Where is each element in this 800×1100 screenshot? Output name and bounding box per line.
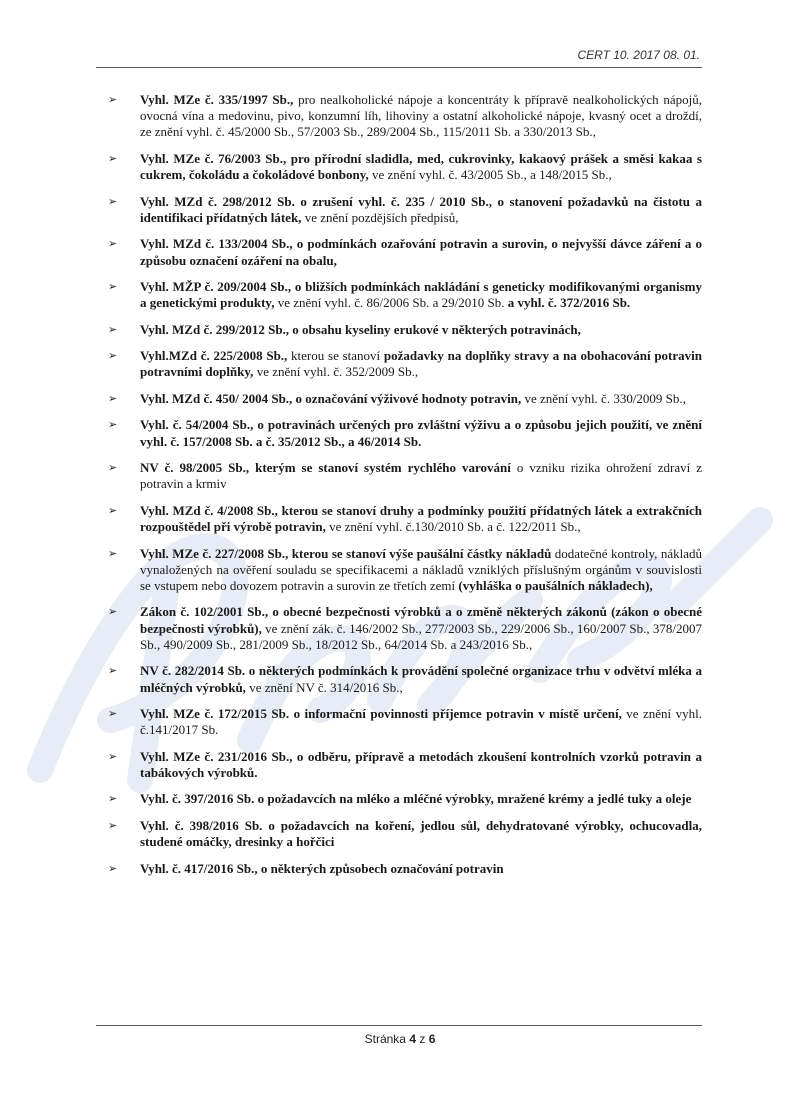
list-item-text xyxy=(140,706,702,738)
regulation-title: Vyhl. č. 417/2016 Sb., o některých způsobech označování potravin xyxy=(140,860,504,876)
regulation-note: ve znění vyhl. č.141/2017 Sb. xyxy=(140,706,702,738)
header-cert-reference: CERT 10. 2017 08. 01. xyxy=(577,48,700,62)
regulation-title: Vyhl. č. 398/2016 Sb. o požadavcích na koření, jedlou sůl, dehydratované výrobky, ochucovadla, studené omáčky, dresinky a hořčici xyxy=(140,817,702,850)
list-item-text xyxy=(140,503,702,535)
regulation-title: NV č. 98/2005 Sb., kterým se stanoví systém rychlého varování xyxy=(140,460,511,476)
list-item-text xyxy=(140,818,702,850)
list-item xyxy=(108,279,702,311)
regulation-note: ve znění vyhl. č. 330/2009 Sb., xyxy=(521,390,686,406)
list-item-text xyxy=(140,749,702,781)
arrow-bullet-icon: ➢ xyxy=(108,861,118,875)
list-item xyxy=(108,151,702,183)
regulation-note: ve znění NV č. 314/2016 Sb., xyxy=(245,679,403,695)
header-divider xyxy=(96,67,702,68)
list-item xyxy=(108,749,702,781)
regulation-title: Vyhl. MZe č. 172/2015 Sb. o informační povinnosti příjemce potravin v místě určení, xyxy=(140,706,622,722)
regulation-title: Vyhl.MZd č. 225/2008 Sb., xyxy=(140,348,288,364)
regulation-title: Vyhl. MZe č. 231/2016 Sb., o odběru, přípravě a metodách zkoušení kontrolních vzorků potravin a tabákových výrobků. xyxy=(140,748,702,780)
list-item xyxy=(108,236,702,268)
total-pages: 6 xyxy=(428,1032,436,1046)
list-item xyxy=(108,503,702,535)
arrow-bullet-icon: ➢ xyxy=(108,237,118,251)
list-item xyxy=(108,322,702,338)
list-item-text xyxy=(140,322,702,338)
arrow-bullet-icon: ➢ xyxy=(108,391,118,405)
arrow-bullet-icon: ➢ xyxy=(108,418,118,432)
list-item xyxy=(108,791,702,807)
regulation-title: Vyhl. č. 397/2016 Sb. o požadavcích na mléko a mléčné výrobky, mražené krémy a jedlé tuky a oleje xyxy=(140,791,692,807)
regulation-title: Vyhl. MZd č. 450/ 2004 Sb., o označování výživové hodnoty potravin, xyxy=(140,390,522,406)
regulation-title: NV č. 282/2014 Sb. o některých podmínkách k provádění společné organizace trhu v odvětví mléka a mléčných výrobků, xyxy=(140,663,702,695)
regulation-note: ve znění vyhl. č. 43/2005 Sb., a 148/2015 Sb., xyxy=(368,167,612,183)
regulation-note: ve znění pozdějších předpisů, xyxy=(301,209,459,225)
regulation-title: Vyhl. MZe č. 227/2008 Sb., kterou se stanoví výše paušální částky nákladů xyxy=(140,545,552,561)
regulation-title: Vyhl. MZe č. 335/1997 Sb., xyxy=(140,92,294,107)
regulation-note: pro nealkoholické nápoje a koncentráty k přípravě nealkoholických nápojů, ovocná vína a medovinu, pivo, konzumní líh, lihoviny a ostatní alkoholické nápoje, kvasný ocet a droždí, ze znění vyhl. č. 45/2000 Sb., 57/2003 Sb., 289/2004 Sb., 115/2011 Sb. a 330/2013 Sb., xyxy=(140,92,703,140)
regulation-list xyxy=(108,92,702,887)
regulation-note: kterou se stanoví xyxy=(287,348,384,364)
list-item-text xyxy=(140,151,702,183)
regulation-title: (vyhláška o paušálních nákladech), xyxy=(458,577,653,593)
regulation-title: Vyhl. č. 54/2004 Sb., o potravinách určených pro zvláštní výživu a o způsobu jejich použití, ve znění vyhl. č. 157/2008 Sb. a č. 35/2012 Sb., a 46/2014 Sb. xyxy=(140,417,702,449)
list-item-text xyxy=(140,861,702,877)
regulation-title: Vyhl. MZd č. 299/2012 Sb., o obsahu kyseliny erukové v některých potravinách, xyxy=(140,321,581,337)
regulation-title: Vyhl. MZd č. 298/2012 Sb. o zrušení vyhl. č. 235 / 2010 Sb., o stanovení požadavků na čistotu a identifikaci přídatných látek, xyxy=(140,193,702,225)
arrow-bullet-icon: ➢ xyxy=(108,280,118,294)
list-item xyxy=(108,417,702,449)
list-item-text xyxy=(140,460,702,492)
list-item xyxy=(108,706,702,738)
list-item xyxy=(108,818,702,850)
arrow-bullet-icon: ➢ xyxy=(108,322,118,336)
regulation-title: Vyhl. MZd č. 4/2008 Sb., kterou se stanoví druhy a podmínky použití přídatných látek a extrakčních rozpouštědel při výrobě potravin, xyxy=(140,502,702,535)
list-item-text xyxy=(140,348,702,380)
list-item xyxy=(108,546,702,595)
list-item xyxy=(108,348,702,380)
arrow-bullet-icon: ➢ xyxy=(108,349,118,363)
arrow-bullet-icon: ➢ xyxy=(108,664,118,678)
page-number xyxy=(0,1032,800,1046)
list-item-text xyxy=(140,417,702,449)
list-item xyxy=(108,604,702,653)
regulation-note: dodatečné kontroly, nákladů vynaložených na ověření souladu se specifikacemi a nákladů vzniklých příslušným orgánům v souvislosti se vstupem nebo dovozem potravin a surovin ze třetích zemí xyxy=(140,545,702,593)
footer-divider xyxy=(96,1025,702,1026)
list-item xyxy=(108,460,702,492)
arrow-bullet-icon: ➢ xyxy=(108,792,118,806)
regulation-note: ve znění vyhl. č. 352/2009 Sb., xyxy=(253,364,419,380)
page-of: z xyxy=(419,1032,426,1046)
arrow-bullet-icon: ➢ xyxy=(108,151,118,165)
arrow-bullet-icon: ➢ xyxy=(108,546,118,560)
list-item xyxy=(108,861,702,877)
current-page: 4 xyxy=(409,1032,416,1046)
list-item-text xyxy=(140,604,702,653)
list-item xyxy=(108,194,702,226)
regulation-title: Zákon č. 102/2001 Sb., o obecné bezpečnosti výrobků a o změně některých zákonů (zákon o obecné bezpečnosti výrobků), xyxy=(140,604,702,636)
regulation-title: a vyhl. č. 372/2016 Sb. xyxy=(507,295,631,311)
list-item-text xyxy=(140,236,702,268)
arrow-bullet-icon: ➢ xyxy=(108,461,118,475)
list-item xyxy=(108,663,702,695)
regulation-title: Vyhl. MZe č. 76/2003 Sb., pro přírodní sladidla, med, cukrovinky, kakaový prášek a směsi kakaa s cukrem, čokoládu a čokoládové bonbony, xyxy=(140,150,702,183)
list-item-text xyxy=(140,391,702,407)
list-item-text xyxy=(140,791,702,807)
list-item xyxy=(108,391,702,407)
arrow-bullet-icon: ➢ xyxy=(108,818,118,832)
page-label: Stránka xyxy=(364,1032,406,1046)
regulation-note: ve znění vyhl. č. 86/2006 Sb. a 29/2010 Sb. xyxy=(274,295,508,311)
list-item-text xyxy=(140,663,702,695)
regulation-title: požadavky na doplňky stravy a na obohacování potravin potravními doplňky, xyxy=(140,348,702,380)
arrow-bullet-icon: ➢ xyxy=(108,749,118,763)
regulation-note: ve znění zák. č. 146/2002 Sb., 277/2003 Sb., 229/2006 Sb., 160/2007 Sb., 378/2007 Sb., 490/2009 Sb., 281/2009 Sb., 18/2012 Sb., 64/2014 Sb. a 243/2016 Sb., xyxy=(140,620,702,652)
regulation-note: ve znění vyhl. č.130/2010 Sb. a č. 122/2011 Sb., xyxy=(325,519,581,535)
arrow-bullet-icon: ➢ xyxy=(108,605,118,619)
arrow-bullet-icon: ➢ xyxy=(108,503,118,517)
regulation-title: Vyhl. MZd č. 133/2004 Sb., o podmínkách ozařování potravin a surovin, o nejvyšší dávce záření a o způsobu označení ozáření na obalu, xyxy=(140,236,702,268)
arrow-bullet-icon: ➢ xyxy=(108,194,118,208)
list-item-text xyxy=(140,546,702,595)
list-item-text xyxy=(140,92,702,141)
regulation-note: o vzniku rizika ohrožení zdraví z potravin a krmiv xyxy=(140,460,702,492)
regulation-title: Vyhl. MŽP č. 209/2004 Sb., o bližších podmínkách nakládání s geneticky modifikovanými organismy a genetickými produkty, xyxy=(140,279,702,311)
arrow-bullet-icon: ➢ xyxy=(108,707,118,721)
list-item-text xyxy=(140,194,702,226)
arrow-bullet-icon: ➢ xyxy=(108,93,118,106)
list-item-text xyxy=(140,279,702,311)
list-item xyxy=(108,92,702,141)
